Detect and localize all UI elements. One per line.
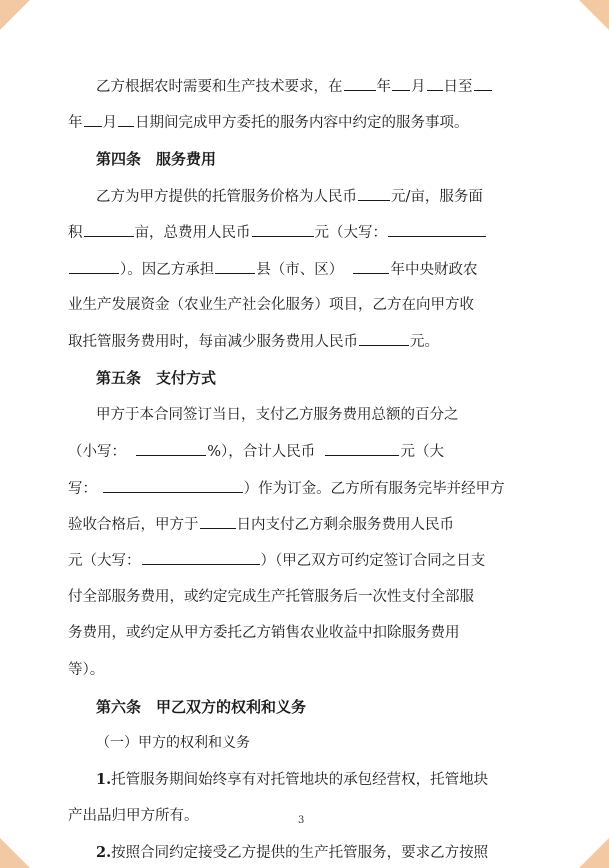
blank-field[interactable] — [136, 441, 206, 456]
blank-field[interactable] — [84, 222, 134, 237]
article-6-heading: 第六条 甲乙双方的权利和义务 — [96, 698, 307, 716]
blank-field[interactable] — [200, 514, 236, 529]
blank-field[interactable] — [392, 76, 410, 91]
blank-field[interactable] — [358, 186, 390, 201]
text-line: 乙方为甲方提供的托管服务价格为人民币 元/亩，服务面 — [96, 186, 483, 207]
text-line: 验收合格后，甲方于 日内支付乙方剩余服务费用人民币 — [68, 514, 454, 535]
text-line: 付全部服务费用，或约定完成生产托管服务后一次性支付全部服 — [68, 589, 474, 605]
text-line: （小写： %），合计人民币 元（大 — [68, 441, 444, 462]
text-line: 务费用，或约定从甲方委托乙方销售农业收益中扣除服务费用 — [68, 625, 460, 641]
text-line: 甲方于本合同签订当日，支付乙方服务费用总额的百分之 — [96, 407, 459, 423]
text-line: 产出品归甲方所有。 — [68, 808, 199, 824]
blank-field[interactable] — [427, 76, 443, 91]
text-line: 1.托管服务期间始终享有对托管地块的承包经营权，托管地块 — [96, 771, 489, 788]
corner-decoration-top-right — [579, 0, 609, 30]
article-4-heading: 第四条 服务费用 — [96, 150, 217, 168]
blank-field[interactable] — [215, 259, 255, 274]
page-number: 3 — [298, 815, 305, 826]
corner-decoration-bottom-left — [0, 838, 30, 868]
text-line: 2.按照合同约定接受乙方提供的生产托管服务，要求乙方按照 — [96, 844, 489, 861]
text-line: 乙方根据农时需要和生产技术要求，在 年 月 日至 — [96, 76, 493, 97]
blank-field[interactable] — [388, 222, 486, 237]
blank-field[interactable] — [474, 76, 492, 91]
blank-field[interactable] — [252, 222, 314, 237]
text-line: 元（大写： ）（甲乙双方可约定签订合同之日支 — [68, 550, 485, 571]
text-line: 业生产发展资金（农业生产社会化服务）项目，乙方在向甲方收 — [68, 297, 474, 313]
blank-field[interactable] — [325, 441, 399, 456]
text-line: 积 亩，总费用人民币 元（大写： — [68, 222, 487, 243]
blank-field[interactable] — [118, 112, 134, 127]
blank-field[interactable] — [69, 259, 119, 274]
text-line: ）。因乙方承担 县（市、区） 年中央财政农 — [68, 259, 477, 280]
blank-field[interactable] — [103, 478, 243, 493]
text-line: 年 月 日期间完成甲方委托的服务内容中约定的服务事项。 — [68, 112, 469, 133]
article-5-heading: 第五条 支付方式 — [96, 369, 217, 387]
text-line: 等）。 — [68, 662, 105, 678]
blank-field[interactable] — [344, 76, 376, 91]
blank-field[interactable] — [353, 259, 389, 274]
blank-field[interactable] — [84, 112, 102, 127]
text-line: 取托管服务费用时，每亩减少服务费用人民币 元。 — [68, 331, 439, 352]
blank-field[interactable] — [359, 331, 409, 346]
text-line: 写： ）作为订金。乙方所有服务完毕并经甲方 — [68, 478, 505, 499]
subheading: （一）甲方的权利和义务 — [96, 735, 250, 751]
corner-decoration-top-left — [0, 0, 30, 30]
corner-decoration-bottom-right — [579, 838, 609, 868]
blank-field[interactable] — [142, 550, 260, 565]
